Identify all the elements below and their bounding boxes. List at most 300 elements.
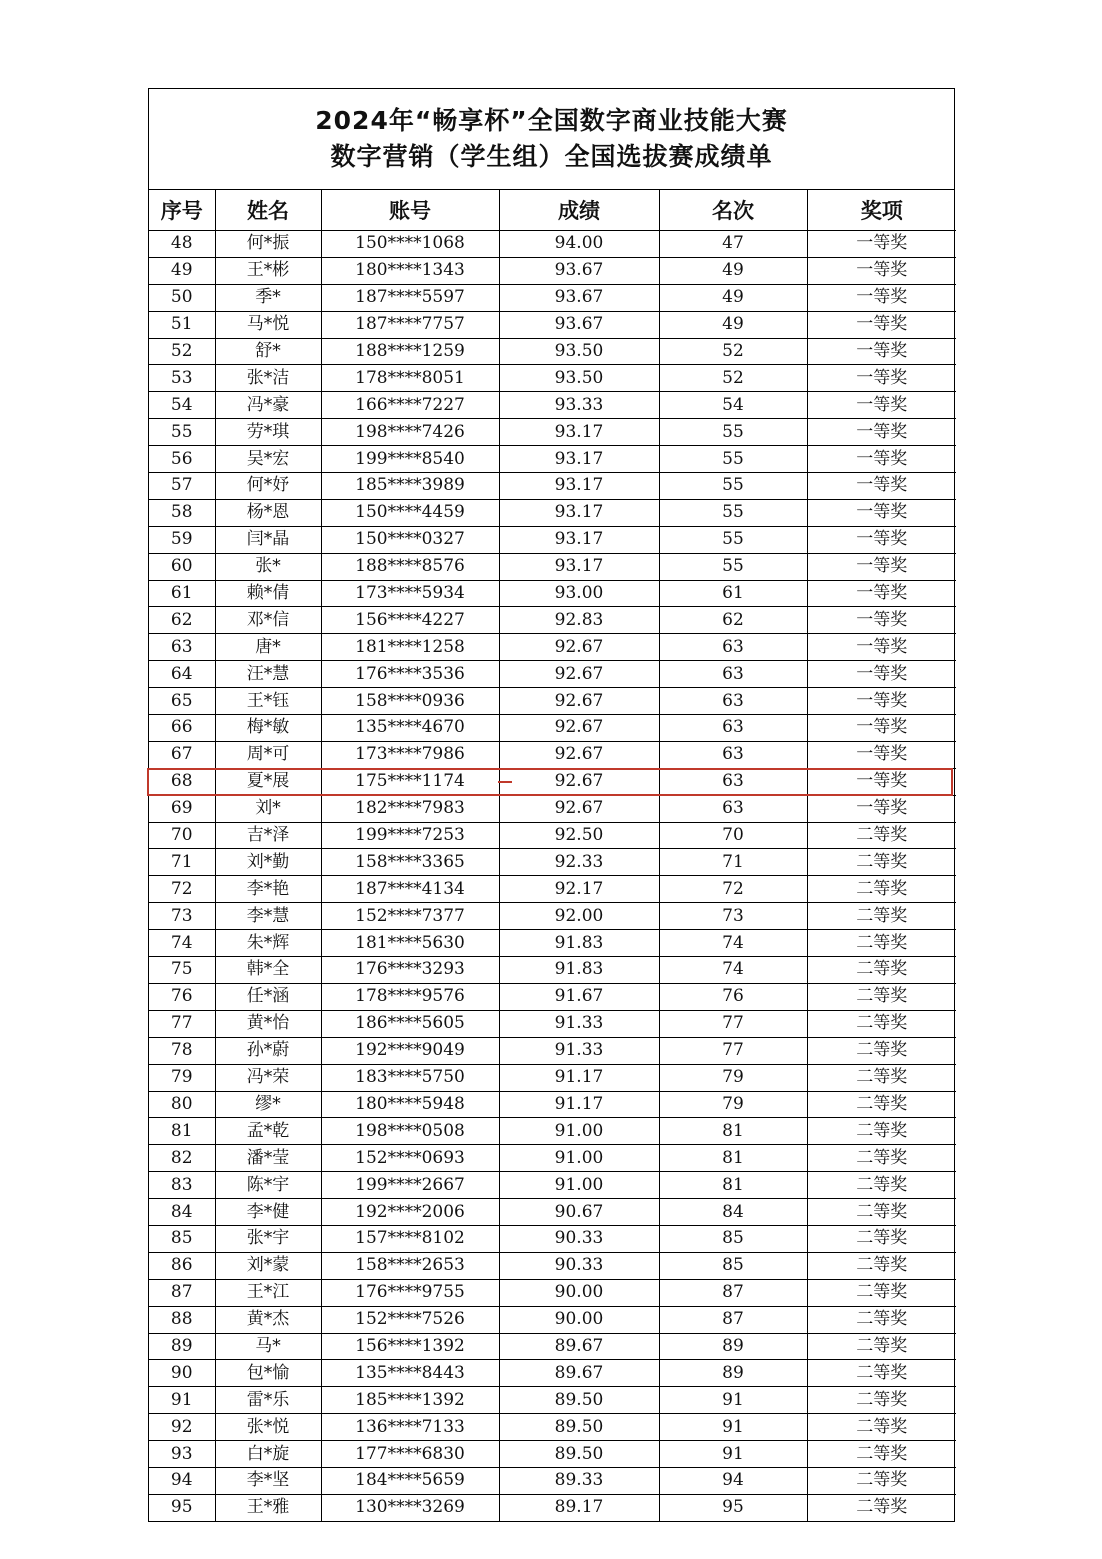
cell-name: 黄*怡 (215, 1010, 321, 1037)
cell-award: 二等奖 (807, 1360, 956, 1387)
cell-rank: 87 (659, 1306, 807, 1333)
cell-score: 91.00 (499, 1172, 659, 1199)
cell-rank: 52 (659, 338, 807, 365)
table-row (149, 930, 956, 957)
cell-rank: 84 (659, 1199, 807, 1226)
header-rank: 名次 (659, 190, 807, 231)
cell-rank: 74 (659, 957, 807, 984)
cell-award: 二等奖 (807, 1333, 956, 1360)
cell-award: 二等奖 (807, 1279, 956, 1306)
cell-award: 一等奖 (807, 634, 956, 661)
cell-score: 93.67 (499, 311, 659, 338)
table-row (149, 1145, 956, 1172)
cell-score: 92.67 (499, 741, 659, 768)
table-row (149, 1279, 956, 1306)
cell-score: 89.17 (499, 1494, 659, 1520)
cell-score: 92.50 (499, 822, 659, 849)
cell-score: 90.00 (499, 1306, 659, 1333)
cell-index: 53 (149, 365, 215, 392)
cell-score: 92.67 (499, 715, 659, 742)
table-row (149, 768, 956, 795)
cell-account: 187****4134 (321, 876, 499, 903)
cell-rank: 61 (659, 580, 807, 607)
cell-account: 173****5934 (321, 580, 499, 607)
cell-score: 92.67 (499, 795, 659, 822)
table-row (149, 741, 956, 768)
table-row (149, 607, 956, 634)
cell-rank: 63 (659, 741, 807, 768)
cell-account: 158****3365 (321, 849, 499, 876)
cell-index: 54 (149, 392, 215, 419)
table-row (149, 1064, 956, 1091)
cell-name: 冯*豪 (215, 392, 321, 419)
cell-name: 孟*乾 (215, 1118, 321, 1145)
cell-rank: 85 (659, 1225, 807, 1252)
header-index: 序号 (149, 190, 215, 231)
header-award: 奖项 (807, 190, 956, 231)
cell-index: 70 (149, 822, 215, 849)
cell-index: 72 (149, 876, 215, 903)
cell-index: 80 (149, 1091, 215, 1118)
table-row (149, 311, 956, 338)
table-row (149, 1360, 956, 1387)
cell-index: 57 (149, 473, 215, 500)
cell-rank: 62 (659, 607, 807, 634)
cell-name: 韩*全 (215, 957, 321, 984)
cell-name: 周*可 (215, 741, 321, 768)
cell-rank: 71 (659, 849, 807, 876)
cell-score: 90.33 (499, 1225, 659, 1252)
cell-award: 二等奖 (807, 983, 956, 1010)
table-row (149, 634, 956, 661)
cell-account: 177****6830 (321, 1441, 499, 1468)
cell-index: 91 (149, 1387, 215, 1414)
cell-account: 150****1068 (321, 231, 499, 258)
cell-name: 闫*晶 (215, 526, 321, 553)
cell-name: 王*雅 (215, 1494, 321, 1520)
cell-name: 汪*慧 (215, 661, 321, 688)
cell-award: 二等奖 (807, 1252, 956, 1279)
cell-rank: 55 (659, 446, 807, 473)
results-table (149, 190, 956, 1521)
highlight-tick-mark (498, 781, 512, 783)
cell-name: 梅*敏 (215, 715, 321, 742)
cell-index: 52 (149, 338, 215, 365)
cell-award: 二等奖 (807, 957, 956, 984)
cell-index: 92 (149, 1414, 215, 1441)
cell-rank: 55 (659, 499, 807, 526)
cell-account: 187****5597 (321, 284, 499, 311)
table-row (149, 1118, 956, 1145)
cell-award: 二等奖 (807, 1010, 956, 1037)
cell-score: 91.67 (499, 983, 659, 1010)
cell-index: 56 (149, 446, 215, 473)
cell-rank: 89 (659, 1333, 807, 1360)
table-row (149, 1387, 956, 1414)
cell-index: 83 (149, 1172, 215, 1199)
cell-rank: 79 (659, 1091, 807, 1118)
cell-account: 173****7986 (321, 741, 499, 768)
cell-account: 180****1343 (321, 257, 499, 284)
table-row (149, 338, 956, 365)
cell-name: 吉*泽 (215, 822, 321, 849)
table-row (149, 983, 956, 1010)
table-row (149, 1199, 956, 1226)
cell-award: 一等奖 (807, 419, 956, 446)
cell-account: 183****5750 (321, 1064, 499, 1091)
cell-index: 66 (149, 715, 215, 742)
cell-rank: 89 (659, 1360, 807, 1387)
cell-name: 张* (215, 553, 321, 580)
cell-account: 152****7377 (321, 903, 499, 930)
cell-award: 二等奖 (807, 1172, 956, 1199)
results-sheet (148, 88, 955, 1522)
cell-index: 51 (149, 311, 215, 338)
cell-name: 季* (215, 284, 321, 311)
cell-index: 64 (149, 661, 215, 688)
cell-account: 157****8102 (321, 1225, 499, 1252)
cell-account: 181****1258 (321, 634, 499, 661)
table-row (149, 661, 956, 688)
cell-award: 一等奖 (807, 446, 956, 473)
cell-score: 91.00 (499, 1145, 659, 1172)
cell-index: 79 (149, 1064, 215, 1091)
table-row (149, 876, 956, 903)
cell-award: 一等奖 (807, 526, 956, 553)
cell-index: 77 (149, 1010, 215, 1037)
cell-rank: 85 (659, 1252, 807, 1279)
cell-account: 188****8576 (321, 553, 499, 580)
cell-rank: 91 (659, 1414, 807, 1441)
cell-name: 吴*宏 (215, 446, 321, 473)
cell-index: 86 (149, 1252, 215, 1279)
cell-rank: 70 (659, 822, 807, 849)
cell-score: 92.00 (499, 903, 659, 930)
cell-name: 张*宇 (215, 1225, 321, 1252)
cell-rank: 63 (659, 688, 807, 715)
cell-rank: 55 (659, 526, 807, 553)
cell-account: 176****3293 (321, 957, 499, 984)
cell-name: 邓*信 (215, 607, 321, 634)
cell-rank: 63 (659, 661, 807, 688)
cell-score: 92.17 (499, 876, 659, 903)
cell-index: 82 (149, 1145, 215, 1172)
cell-score: 92.33 (499, 849, 659, 876)
cell-name: 冯*荣 (215, 1064, 321, 1091)
cell-score: 89.33 (499, 1467, 659, 1494)
cell-score: 89.50 (499, 1441, 659, 1468)
cell-rank: 94 (659, 1467, 807, 1494)
cell-index: 89 (149, 1333, 215, 1360)
cell-award: 二等奖 (807, 1387, 956, 1414)
cell-award: 一等奖 (807, 499, 956, 526)
cell-award: 一等奖 (807, 715, 956, 742)
cell-rank: 55 (659, 473, 807, 500)
table-row (149, 1010, 956, 1037)
cell-account: 184****5659 (321, 1467, 499, 1494)
table-row (149, 419, 956, 446)
cell-rank: 95 (659, 1494, 807, 1520)
table-row (149, 1467, 956, 1494)
cell-score: 89.67 (499, 1360, 659, 1387)
cell-name: 潘*莹 (215, 1145, 321, 1172)
cell-index: 69 (149, 795, 215, 822)
cell-account: 158****2653 (321, 1252, 499, 1279)
table-row (149, 284, 956, 311)
cell-account: 198****7426 (321, 419, 499, 446)
cell-name: 包*愉 (215, 1360, 321, 1387)
cell-name: 李*坚 (215, 1467, 321, 1494)
cell-award: 一等奖 (807, 768, 956, 795)
cell-rank: 77 (659, 1010, 807, 1037)
cell-score: 89.50 (499, 1414, 659, 1441)
cell-name: 白*旋 (215, 1441, 321, 1468)
cell-award: 二等奖 (807, 1467, 956, 1494)
cell-account: 185****3989 (321, 473, 499, 500)
cell-account: 181****5630 (321, 930, 499, 957)
cell-account: 150****4459 (321, 499, 499, 526)
cell-index: 87 (149, 1279, 215, 1306)
cell-account: 156****4227 (321, 607, 499, 634)
cell-award: 二等奖 (807, 1037, 956, 1064)
cell-score: 90.00 (499, 1279, 659, 1306)
cell-rank: 63 (659, 634, 807, 661)
cell-award: 二等奖 (807, 822, 956, 849)
table-row (149, 795, 956, 822)
cell-award: 二等奖 (807, 1441, 956, 1468)
document-subtitle: 数字营销（学生组）全国选拔赛成绩单 (330, 142, 773, 171)
cell-award: 一等奖 (807, 688, 956, 715)
table-row (149, 1306, 956, 1333)
cell-score: 93.17 (499, 553, 659, 580)
cell-rank: 81 (659, 1145, 807, 1172)
table-row (149, 1441, 956, 1468)
cell-index: 76 (149, 983, 215, 1010)
cell-award: 一等奖 (807, 338, 956, 365)
cell-account: 182****7983 (321, 795, 499, 822)
cell-index: 81 (149, 1118, 215, 1145)
cell-award: 一等奖 (807, 553, 956, 580)
cell-rank: 81 (659, 1118, 807, 1145)
table-row (149, 580, 956, 607)
header-row (149, 190, 956, 231)
cell-index: 55 (149, 419, 215, 446)
cell-score: 93.17 (499, 499, 659, 526)
cell-score: 93.50 (499, 338, 659, 365)
cell-rank: 74 (659, 930, 807, 957)
cell-account: 188****1259 (321, 338, 499, 365)
cell-name: 何*振 (215, 231, 321, 258)
table-row (149, 1252, 956, 1279)
cell-account: 199****8540 (321, 446, 499, 473)
cell-name: 劳*琪 (215, 419, 321, 446)
table-row (149, 499, 956, 526)
cell-rank: 49 (659, 257, 807, 284)
cell-index: 93 (149, 1441, 215, 1468)
cell-award: 二等奖 (807, 1414, 956, 1441)
cell-rank: 63 (659, 795, 807, 822)
table-row (149, 446, 956, 473)
cell-name: 马* (215, 1333, 321, 1360)
table-row (149, 526, 956, 553)
table-row (149, 1333, 956, 1360)
cell-index: 58 (149, 499, 215, 526)
cell-rank: 77 (659, 1037, 807, 1064)
cell-index: 95 (149, 1494, 215, 1520)
cell-name: 陈*宇 (215, 1172, 321, 1199)
cell-account: 135****4670 (321, 715, 499, 742)
cell-score: 92.67 (499, 688, 659, 715)
cell-name: 刘* (215, 795, 321, 822)
cell-name: 李*艳 (215, 876, 321, 903)
cell-score: 89.50 (499, 1387, 659, 1414)
cell-award: 二等奖 (807, 1064, 956, 1091)
cell-account: 176****3536 (321, 661, 499, 688)
cell-score: 93.67 (499, 257, 659, 284)
table-row (149, 1225, 956, 1252)
cell-score: 90.67 (499, 1199, 659, 1226)
cell-account: 180****5948 (321, 1091, 499, 1118)
cell-score: 93.67 (499, 284, 659, 311)
cell-index: 78 (149, 1037, 215, 1064)
cell-score: 91.33 (499, 1010, 659, 1037)
cell-score: 93.17 (499, 446, 659, 473)
cell-name: 王*彬 (215, 257, 321, 284)
cell-score: 91.17 (499, 1064, 659, 1091)
cell-name: 杨*恩 (215, 499, 321, 526)
cell-award: 二等奖 (807, 930, 956, 957)
table-row (149, 392, 956, 419)
cell-award: 一等奖 (807, 661, 956, 688)
cell-index: 60 (149, 553, 215, 580)
cell-name: 孙*蔚 (215, 1037, 321, 1064)
cell-award: 一等奖 (807, 311, 956, 338)
cell-index: 68 (149, 768, 215, 795)
table-row (149, 1494, 956, 1520)
cell-account: 186****5605 (321, 1010, 499, 1037)
cell-score: 91.83 (499, 930, 659, 957)
cell-award: 一等奖 (807, 741, 956, 768)
cell-rank: 49 (659, 311, 807, 338)
cell-name: 黄*杰 (215, 1306, 321, 1333)
cell-account: 178****8051 (321, 365, 499, 392)
cell-score: 91.83 (499, 957, 659, 984)
cell-index: 85 (149, 1225, 215, 1252)
cell-rank: 72 (659, 876, 807, 903)
cell-score: 93.33 (499, 392, 659, 419)
cell-index: 94 (149, 1467, 215, 1494)
cell-rank: 91 (659, 1441, 807, 1468)
cell-name: 赖*倩 (215, 580, 321, 607)
cell-index: 61 (149, 580, 215, 607)
cell-index: 90 (149, 1360, 215, 1387)
cell-award: 一等奖 (807, 231, 956, 258)
cell-score: 91.17 (499, 1091, 659, 1118)
cell-rank: 87 (659, 1279, 807, 1306)
cell-name: 王*江 (215, 1279, 321, 1306)
cell-award: 一等奖 (807, 257, 956, 284)
cell-account: 199****2667 (321, 1172, 499, 1199)
header-name: 姓名 (215, 190, 321, 231)
cell-score: 92.67 (499, 661, 659, 688)
cell-award: 一等奖 (807, 795, 956, 822)
cell-account: 156****1392 (321, 1333, 499, 1360)
cell-name: 朱*辉 (215, 930, 321, 957)
cell-index: 74 (149, 930, 215, 957)
cell-rank: 52 (659, 365, 807, 392)
cell-rank: 79 (659, 1064, 807, 1091)
table-row (149, 903, 956, 930)
cell-score: 92.67 (499, 768, 659, 795)
cell-score: 91.33 (499, 1037, 659, 1064)
cell-name: 王*钰 (215, 688, 321, 715)
cell-name: 夏*展 (215, 768, 321, 795)
cell-award: 二等奖 (807, 1145, 956, 1172)
cell-award: 一等奖 (807, 473, 956, 500)
cell-award: 二等奖 (807, 1118, 956, 1145)
cell-award: 二等奖 (807, 849, 956, 876)
header-account: 账号 (321, 190, 499, 231)
cell-award: 二等奖 (807, 876, 956, 903)
results-body (149, 231, 956, 1521)
cell-account: 158****0936 (321, 688, 499, 715)
cell-score: 92.83 (499, 607, 659, 634)
cell-account: 175****1174 (321, 768, 499, 795)
table-row (149, 473, 956, 500)
cell-rank: 63 (659, 715, 807, 742)
table-row (149, 231, 956, 258)
cell-name: 唐* (215, 634, 321, 661)
cell-index: 62 (149, 607, 215, 634)
cell-rank: 54 (659, 392, 807, 419)
cell-account: 152****0693 (321, 1145, 499, 1172)
cell-account: 192****2006 (321, 1199, 499, 1226)
cell-name: 张*洁 (215, 365, 321, 392)
table-row (149, 957, 956, 984)
cell-index: 75 (149, 957, 215, 984)
cell-account: 150****0327 (321, 526, 499, 553)
cell-score: 93.00 (499, 580, 659, 607)
cell-score: 90.33 (499, 1252, 659, 1279)
cell-award: 一等奖 (807, 284, 956, 311)
cell-score: 93.17 (499, 473, 659, 500)
cell-award: 二等奖 (807, 903, 956, 930)
cell-account: 135****8443 (321, 1360, 499, 1387)
table-row (149, 1172, 956, 1199)
cell-account: 136****7133 (321, 1414, 499, 1441)
cell-index: 65 (149, 688, 215, 715)
cell-account: 192****9049 (321, 1037, 499, 1064)
cell-index: 67 (149, 741, 215, 768)
cell-name: 舒* (215, 338, 321, 365)
cell-name: 李*慧 (215, 903, 321, 930)
cell-account: 178****9576 (321, 983, 499, 1010)
cell-award: 二等奖 (807, 1091, 956, 1118)
cell-award: 二等奖 (807, 1225, 956, 1252)
table-row (149, 257, 956, 284)
cell-score: 93.17 (499, 419, 659, 446)
cell-account: 185****1392 (321, 1387, 499, 1414)
cell-award: 二等奖 (807, 1494, 956, 1520)
cell-account: 130****3269 (321, 1494, 499, 1520)
cell-rank: 55 (659, 553, 807, 580)
cell-index: 50 (149, 284, 215, 311)
cell-rank: 55 (659, 419, 807, 446)
cell-score: 93.17 (499, 526, 659, 553)
table-row (149, 715, 956, 742)
cell-index: 73 (149, 903, 215, 930)
cell-name: 李*健 (215, 1199, 321, 1226)
